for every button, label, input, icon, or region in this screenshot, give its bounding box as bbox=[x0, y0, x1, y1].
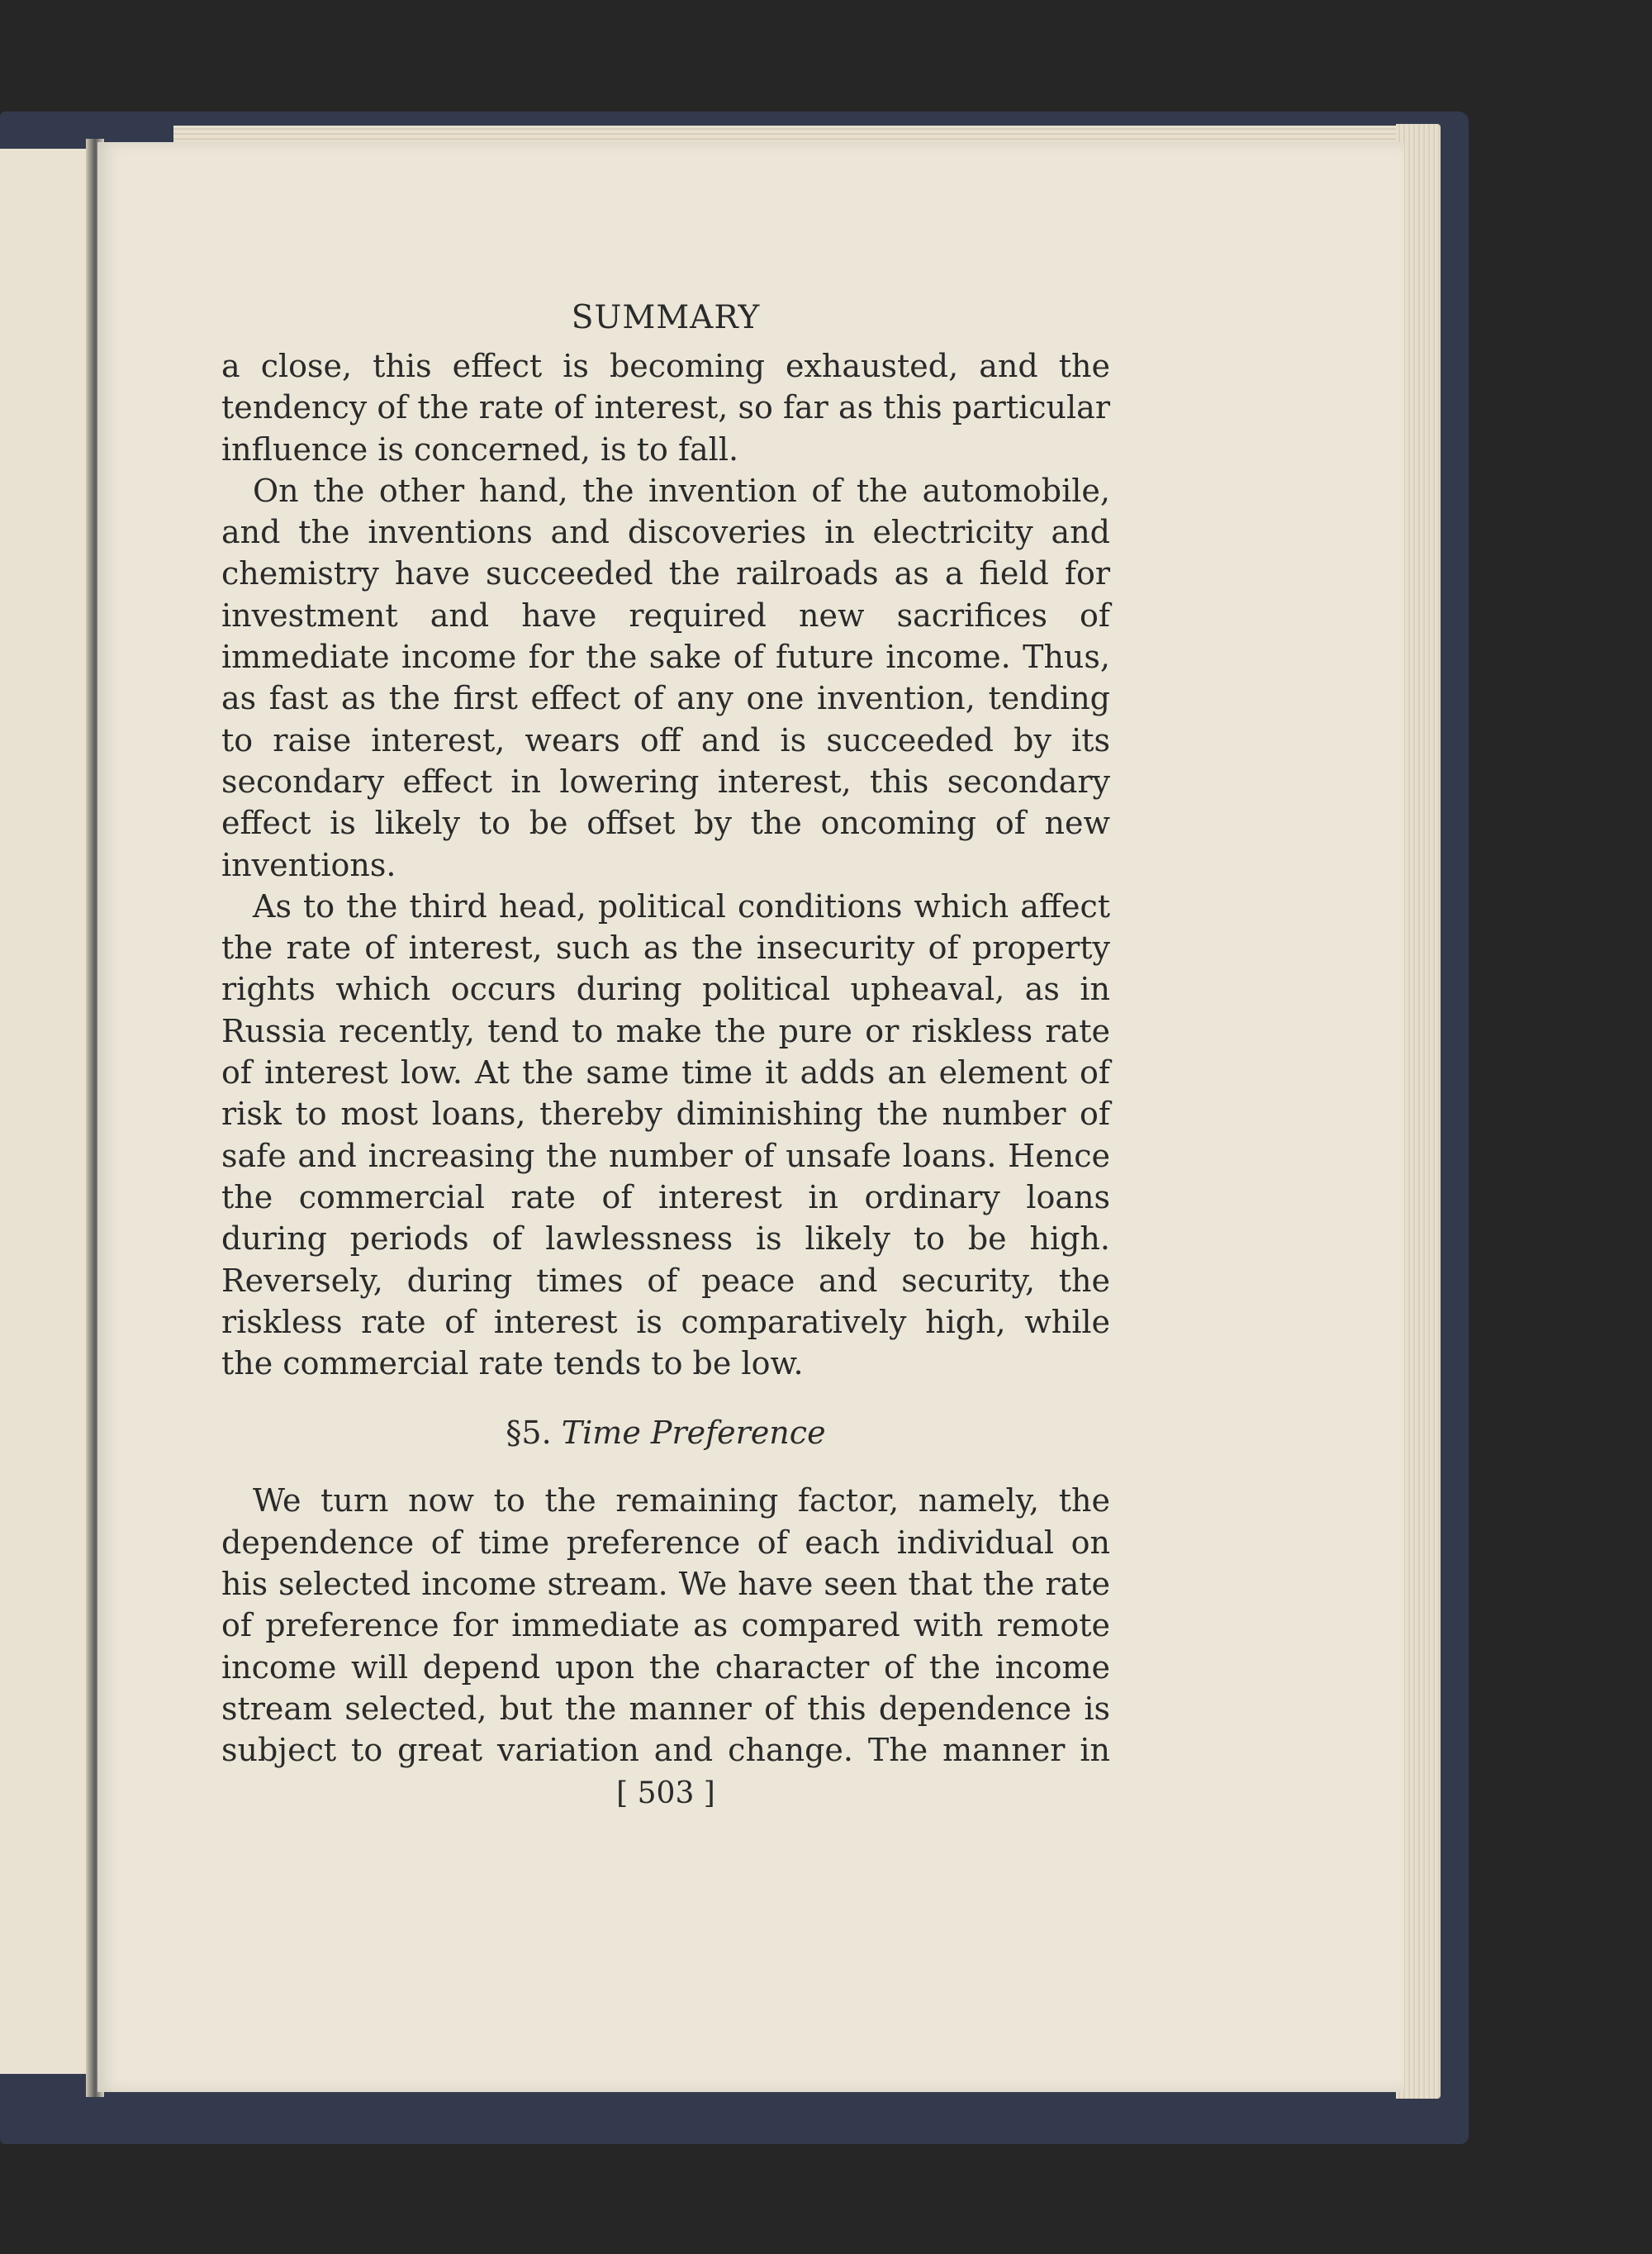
paragraph-2: On the other hand, the invention of the automobile, and the inventions and discoveries in electricity and chemistry have succeeded the railroads as a field for investment and have required new sacrifices of immediate income for the sake of future income. Thus, as fast as the first effect of any one invention, tending to raise interest, wears off and is succeeded by its secondary effect in lowering interest, this secondary effect is likely to be offset by the oncoming of new inventions. bbox=[221, 472, 1110, 883]
section-heading bbox=[221, 1412, 1110, 1453]
paragraph-4: We turn now to the remaining factor, namely, the dependence of time preference of each individual on his selected income stream. We have seen that the rate of preference for immediate as compared with remote income will depend upon the character of the income stream selected, but the manner of this dependence is subject to great variation and change. The manner in bbox=[221, 1482, 1110, 1769]
left-facing-page bbox=[0, 149, 93, 2074]
page-text-block bbox=[221, 297, 1110, 1814]
paragraph-3: As to the third head, political conditions which affect the rate of interest, such as the insecurity of property rights which occurs during political upheaval, as in Russia recently, tend to make the pure or riskless rate of interest low. At the same time it adds an element of risk to most loans, thereby diminishing the number of safe and increasing the number of unsafe loans. Hence the commercial rate of interest in ordinary loans during periods of lawlessness is likely to be high. Reversely, during times of peace and security, the riskless rate of interest is comparatively high, while the commercial rate tends to be low. bbox=[221, 887, 1110, 1382]
paragraph-1: a close, this effect is becoming exhausted, and the tendency of the rate of interest, so far as this particular influence is concerned, is to fall. bbox=[221, 348, 1110, 468]
running-head: SUMMARY bbox=[571, 299, 761, 336]
section-title: Time Preference bbox=[561, 1415, 826, 1452]
page-number: [ 503 ] bbox=[616, 1776, 715, 1810]
section-number: §5. bbox=[506, 1415, 552, 1452]
